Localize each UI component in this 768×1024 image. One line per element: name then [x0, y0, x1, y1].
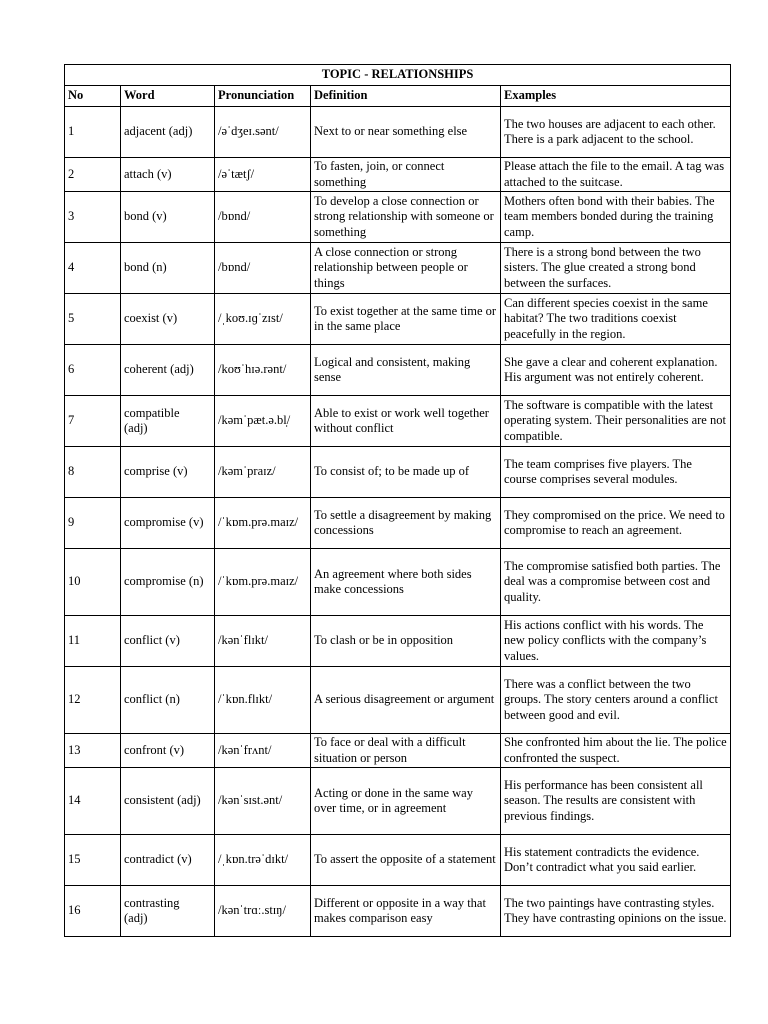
- row-examples: The software is compatible with the latest operating system. Their personalities are not compatible.: [501, 396, 731, 447]
- row-word: adjacent (adj): [121, 107, 215, 158]
- row-examples: She gave a clear and coherent explanation. His argument was not entirely coherent.: [501, 345, 731, 396]
- row-examples: The two houses are adjacent to each other. There is a park adjacent to the school.: [501, 107, 731, 158]
- row-no: 6: [65, 345, 121, 396]
- row-examples: Please attach the file to the email. A tag was attached to the suitcase.: [501, 158, 731, 192]
- row-no: 4: [65, 243, 121, 294]
- row-pronunciation: /əˈtætʃ/: [215, 158, 311, 192]
- table-row: [65, 616, 731, 667]
- header-row: [65, 86, 731, 107]
- table-row: [65, 498, 731, 549]
- row-pronunciation: /ˌkoʊ.ɪɡˈzɪst/: [215, 294, 311, 345]
- row-no: 8: [65, 447, 121, 498]
- row-word: bond (n): [121, 243, 215, 294]
- row-pronunciation: /ˌkɒn.trəˈdɪkt/: [215, 835, 311, 886]
- row-pronunciation: /ˈkɒn.flɪkt/: [215, 667, 311, 734]
- table-row: [65, 768, 731, 835]
- row-examples: They compromised on the price. We need to compromise to reach an agreement.: [501, 498, 731, 549]
- row-pronunciation: /bɒnd/: [215, 243, 311, 294]
- row-no: 5: [65, 294, 121, 345]
- header-word: Word: [121, 86, 215, 107]
- row-definition: A close connection or strong relationship between people or things: [311, 243, 501, 294]
- table-row: [65, 447, 731, 498]
- row-examples: There was a conflict between the two groups. The story centers around a conflict between good and evil.: [501, 667, 731, 734]
- row-word: contradict (v): [121, 835, 215, 886]
- row-no: 7: [65, 396, 121, 447]
- table-row: [65, 107, 731, 158]
- row-pronunciation: /kənˈtrɑː.stɪŋ/: [215, 886, 311, 937]
- row-definition: To consist of; to be made up of: [311, 447, 501, 498]
- row-no: 13: [65, 734, 121, 768]
- vocabulary-sheet: [64, 64, 730, 937]
- row-definition: A serious disagreement or argument: [311, 667, 501, 734]
- row-word: attach (v): [121, 158, 215, 192]
- row-no: 2: [65, 158, 121, 192]
- row-no: 1: [65, 107, 121, 158]
- row-definition: To fasten, join, or connect something: [311, 158, 501, 192]
- row-definition: To exist together at the same time or in the same place: [311, 294, 501, 345]
- row-pronunciation: /ˈkɒm.prə.maɪz/: [215, 498, 311, 549]
- table-row: [65, 192, 731, 243]
- row-definition: Different or opposite in a way that makes comparison easy: [311, 886, 501, 937]
- row-no: 9: [65, 498, 121, 549]
- row-definition: Able to exist or work well together without conflict: [311, 396, 501, 447]
- table-title: TOPIC - RELATIONSHIPS: [65, 65, 731, 86]
- row-examples: There is a strong bond between the two sisters. The glue created a strong bond between the surfaces.: [501, 243, 731, 294]
- header-no: No: [65, 86, 121, 107]
- row-word: consistent (adj): [121, 768, 215, 835]
- table-row: [65, 835, 731, 886]
- row-definition: Logical and consistent, making sense: [311, 345, 501, 396]
- row-examples: His performance has been consistent all season. The results are consistent with previous findings.: [501, 768, 731, 835]
- row-no: 16: [65, 886, 121, 937]
- row-word: compromise (n): [121, 549, 215, 616]
- row-pronunciation: /kənˈsɪst.ənt/: [215, 768, 311, 835]
- row-definition: An agreement where both sides make concessions: [311, 549, 501, 616]
- row-word: contrasting (adj): [121, 886, 215, 937]
- row-word: coherent (adj): [121, 345, 215, 396]
- row-pronunciation: /ˈkɒm.prə.maɪz/: [215, 549, 311, 616]
- row-pronunciation: /əˈdʒeɪ.sənt/: [215, 107, 311, 158]
- table-row: [65, 243, 731, 294]
- table-row: [65, 158, 731, 192]
- table-row: [65, 294, 731, 345]
- row-definition: To clash or be in opposition: [311, 616, 501, 667]
- row-pronunciation: /koʊˈhɪə.rənt/: [215, 345, 311, 396]
- vocabulary-table: [64, 64, 731, 937]
- row-examples: The compromise satisfied both parties. The deal was a compromise between cost and quality.: [501, 549, 731, 616]
- row-examples: His statement contradicts the evidence. Don’t contradict what you said earlier.: [501, 835, 731, 886]
- row-pronunciation: /kəmˈpæt.ə.bl̩/: [215, 396, 311, 447]
- row-pronunciation: /kənˈflɪkt/: [215, 616, 311, 667]
- table-row: [65, 734, 731, 768]
- row-word: compatible (adj): [121, 396, 215, 447]
- row-definition: Acting or done in the same way over time, or in agreement: [311, 768, 501, 835]
- table-row: [65, 886, 731, 937]
- row-no: 12: [65, 667, 121, 734]
- row-word: conflict (n): [121, 667, 215, 734]
- row-no: 11: [65, 616, 121, 667]
- row-definition: To assert the opposite of a statement: [311, 835, 501, 886]
- row-pronunciation: /bɒnd/: [215, 192, 311, 243]
- row-pronunciation: /kəmˈpraɪz/: [215, 447, 311, 498]
- row-pronunciation: /kənˈfrʌnt/: [215, 734, 311, 768]
- row-no: 15: [65, 835, 121, 886]
- row-no: 14: [65, 768, 121, 835]
- row-definition: To settle a disagreement by making concessions: [311, 498, 501, 549]
- row-word: coexist (v): [121, 294, 215, 345]
- row-word: comprise (v): [121, 447, 215, 498]
- table-row: [65, 396, 731, 447]
- row-examples: The team comprises five players. The course comprises several modules.: [501, 447, 731, 498]
- row-word: confront (v): [121, 734, 215, 768]
- header-pronunciation: Pronunciation: [215, 86, 311, 107]
- row-definition: To develop a close connection or strong relationship with someone or something: [311, 192, 501, 243]
- header-definition: Definition: [311, 86, 501, 107]
- row-definition: To face or deal with a difficult situation or person: [311, 734, 501, 768]
- header-examples: Examples: [501, 86, 731, 107]
- row-examples: Mothers often bond with their babies. The team members bonded during the training camp.: [501, 192, 731, 243]
- row-examples: Can different species coexist in the same habitat? The two traditions coexist peacefully in the region.: [501, 294, 731, 345]
- table-row: [65, 667, 731, 734]
- table-row: [65, 549, 731, 616]
- row-examples: His actions conflict with his words. The new policy conflicts with the company’s values.: [501, 616, 731, 667]
- row-word: compromise (v): [121, 498, 215, 549]
- table-row: [65, 345, 731, 396]
- table-body: [65, 107, 731, 937]
- row-word: conflict (v): [121, 616, 215, 667]
- row-definition: Next to or near something else: [311, 107, 501, 158]
- row-no: 3: [65, 192, 121, 243]
- row-examples: The two paintings have contrasting styles. They have contrasting opinions on the issue.: [501, 886, 731, 937]
- row-examples: She confronted him about the lie. The police confronted the suspect.: [501, 734, 731, 768]
- row-no: 10: [65, 549, 121, 616]
- row-word: bond (v): [121, 192, 215, 243]
